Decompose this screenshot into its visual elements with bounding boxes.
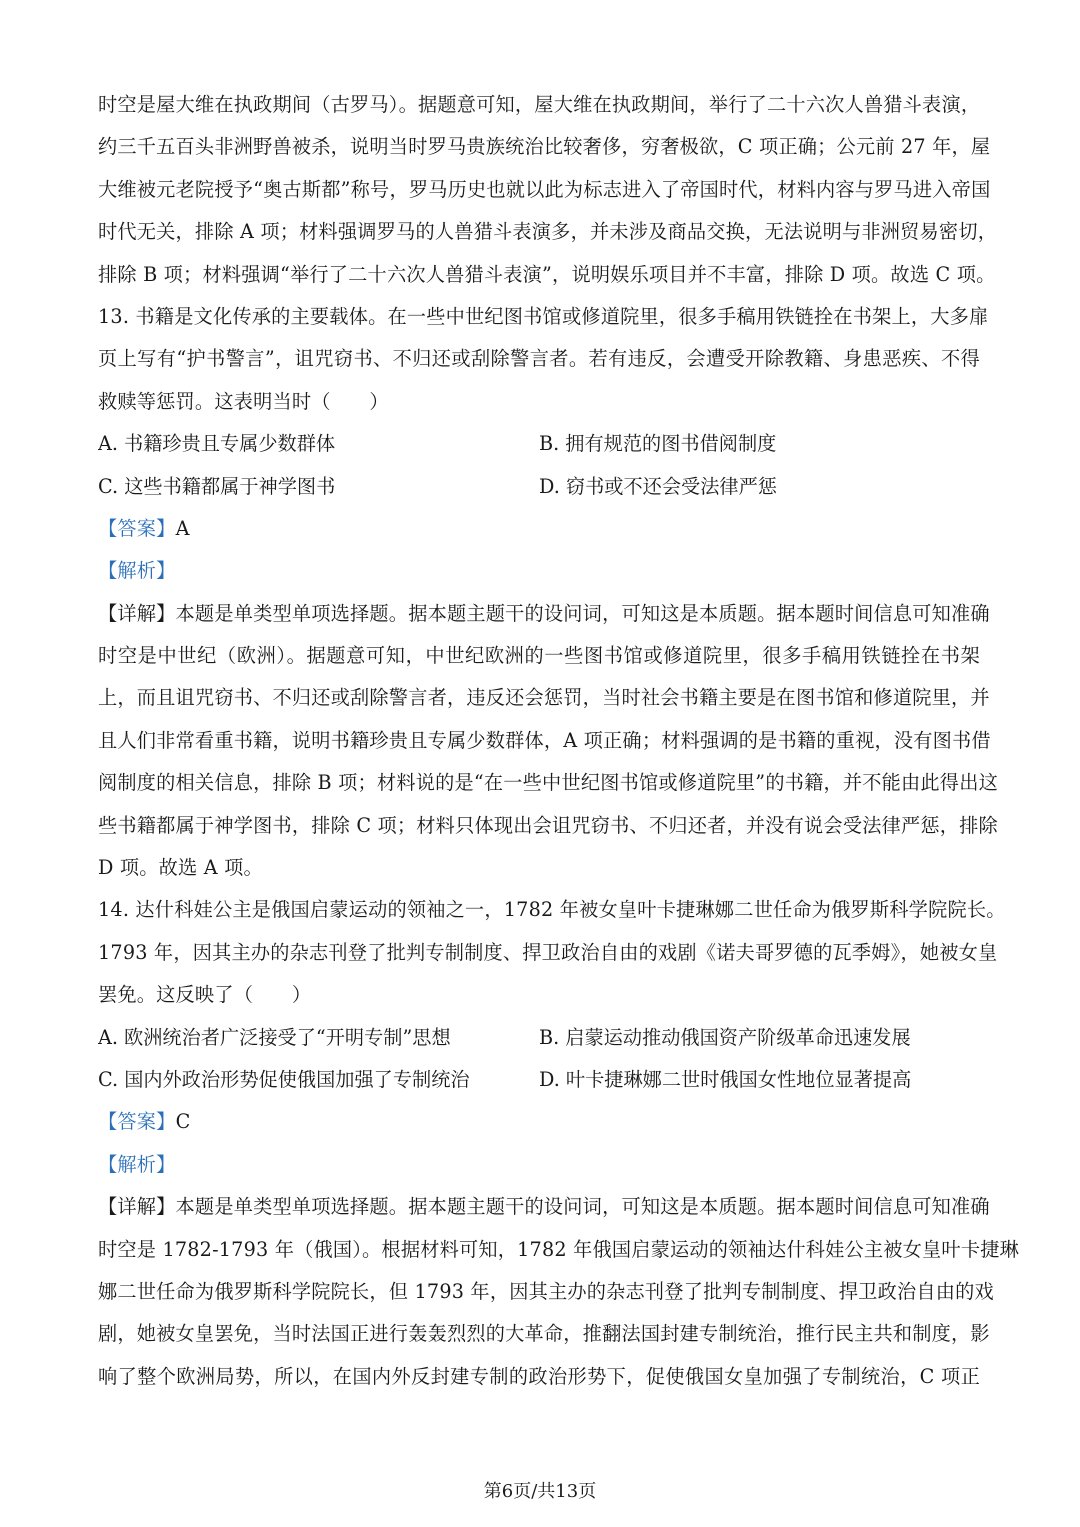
text-line: 约三千五百头非洲野兽被杀，说明当时罗马贵族统治比较奢侈，穷奢极欲，C 项正确；公元前 27 年，屋 (98, 135, 991, 159)
detail-explanation (98, 1186, 1019, 1398)
analysis-tag: 【解析】 (98, 559, 176, 583)
option-c: C. 国内外政治形势促使俄国加强了专制统治 (98, 1067, 470, 1091)
option-a: A. 书籍珍贵且专属少数群体 (98, 432, 336, 456)
question-stem-line: 罢免。这反映了（ ） (98, 983, 312, 1007)
answer-line (98, 1101, 980, 1143)
text-line: 【详解】本题是单类型单项选择题。据本题主题干的设问词，可知这是本质题。据本题时间信息可知准确 (98, 601, 990, 625)
question-14 (98, 889, 1019, 1398)
text-line: 时空是 1782-1793 年（俄国）。根据材料可知，1782 年俄国启蒙运动的领袖达什科娃公主被女皇叶卡捷琳 (98, 1237, 1019, 1261)
option-b: B. 拥有规范的图书借阅制度 (539, 432, 777, 456)
options-row (98, 423, 980, 465)
q12-explanation-tail (98, 84, 998, 296)
question-stem-line: 救赎等惩罚。这表明当时（ ） (98, 389, 389, 413)
answer-line (98, 508, 980, 550)
text-line: 阅制度的相关信息，排除 B 项；材料说的是“在一些中世纪图书馆或修道院里”的书籍，并不能由此得出这 (98, 771, 998, 795)
analysis-line (98, 1144, 980, 1186)
text-line: 大维被元老院授予“奥古斯都”称号，罗马历史也就以此为标志进入了帝国时代，材料内容与罗马进入帝国 (98, 177, 991, 201)
answer-tag: 【答案】 (98, 1110, 176, 1134)
options-row (98, 466, 980, 508)
detail-explanation (98, 593, 998, 890)
text-line: 剧，她被女皇罢免，当时法国正进行轰轰烈烈的大革命，推翻法国封建专制统治，推行民主共和制度，影 (98, 1322, 990, 1346)
options-row (98, 1059, 980, 1101)
text-line: 排除 B 项；材料强调“举行了二十六次人兽猎斗表演”，说明娱乐项目并不丰富，排除 D 项。故选 C 项。 (98, 262, 996, 286)
question-stem-line: 1793 年，因其主办的杂志刊登了批判专制制度、捍卫政治自由的戏剧《诺夫哥罗德的瓦季姆》，她被女皇 (98, 940, 998, 964)
answer-value: A (175, 516, 190, 540)
text-line: 【详解】本题是单类型单项选择题。据本题主题干的设问词，可知这是本质题。据本题时间信息可知准确 (98, 1195, 990, 1219)
text-line: 娜二世任命为俄罗斯科学院院长，但 1793 年，因其主办的杂志刊登了批判专制制度、捍卫政治自由的戏 (98, 1279, 994, 1303)
question-stem-line: 13. 书籍是文化传承的主要载体。在一些中世纪图书馆或修道院里，很多手稿用铁链拴在书架上，大多扉 (98, 304, 989, 328)
question-13 (98, 296, 998, 889)
text-line: 时空是屋大维在执政期间（古罗马）。据题意可知，屋大维在执政期间，举行了二十六次人兽猎斗表演， (98, 93, 981, 116)
text-line: 些书籍都属于神学图书，排除 C 项；材料只体现出会诅咒窃书、不归还者，并没有说会受法律严惩，排除 (98, 813, 998, 837)
option-a: A. 欧洲统治者广泛接受了“开明专制”思想 (98, 1025, 451, 1049)
analysis-line (98, 550, 980, 592)
text-line: D 项。故选 A 项。 (98, 856, 263, 880)
analysis-tag: 【解析】 (98, 1152, 176, 1176)
option-b: B. 启蒙运动推动俄国资产阶级革命迅速发展 (539, 1025, 911, 1049)
document-page (98, 84, 1019, 1398)
answer-value: C (175, 1110, 191, 1134)
text-line: 上，而且诅咒窃书、不归还或刮除警言者，违反还会惩罚，当时社会书籍主要是在图书馆和修道院里，并 (98, 686, 990, 710)
option-d: D. 叶卡捷琳娜二世时俄国女性地位显著提高 (539, 1067, 912, 1091)
question-stem-line: 14. 达什科娃公主是俄国启蒙运动的领袖之一，1782 年被女皇叶卡捷琳娜二世任命为俄罗斯科学院院长。 (98, 898, 1006, 922)
answer-tag: 【答案】 (98, 516, 176, 540)
page-number: 第6页/共13页 (483, 1481, 597, 1502)
option-c: C. 这些书籍都属于神学图书 (98, 474, 336, 498)
text-line: 时空是中世纪（欧洲）。据题意可知，中世纪欧洲的一些图书馆或修道院里，很多手稿用铁链拴在书架 (98, 644, 980, 668)
text-line: 响了整个欧洲局势，所以，在国内外反封建专制的政治形势下，促使俄国女皇加强了专制统治，C 项正 (98, 1364, 980, 1388)
text-line: 时代无关，排除 A 项；材料强调罗马的人兽猎斗表演多，并未涉及商品交换，无法说明与非洲贸易密切， (98, 220, 998, 244)
question-stem-line: 页上写有“护书警言”，诅咒窃书、不归还或刮除警言者。若有违反，会遭受开除教籍、身患恶疾、不得 (98, 347, 980, 371)
options-row (98, 1017, 980, 1059)
text-line: 且人们非常看重书籍，说明书籍珍贵且专属少数群体，A 项正确；材料强调的是书籍的重视，没有图书借 (98, 728, 991, 752)
option-d: D. 窃书或不还会受法律严惩 (539, 474, 777, 498)
